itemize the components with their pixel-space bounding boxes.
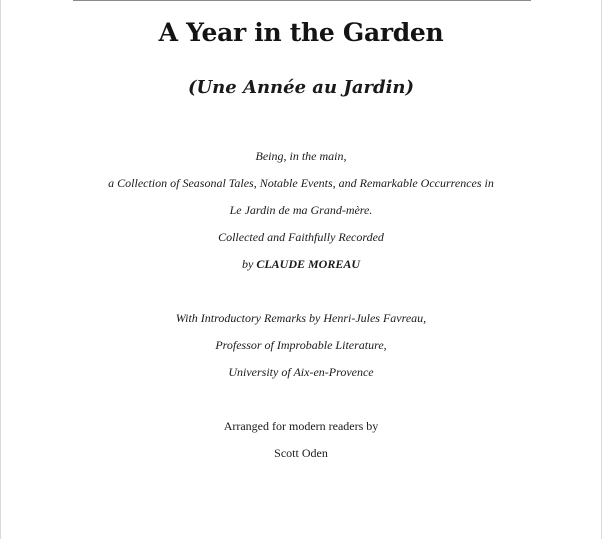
byline-prefix: by	[241, 257, 257, 271]
arranger-name: Scott Oden	[274, 446, 328, 460]
description-line: Collected and Faithfully Recorded	[218, 230, 384, 244]
description-line: Being, in the main,	[255, 149, 347, 163]
description-line: Le Jardin de ma Grand-mère.	[229, 203, 373, 217]
book-title: A Year in the Garden	[158, 18, 444, 47]
description-line: a Collection of Seasonal Tales, Notable Events, and Remarkable Occurrences in	[108, 176, 494, 190]
author-name: CLAUDE MOREAU	[256, 257, 360, 271]
arrangement-line: Arranged for modern readers by	[223, 419, 379, 433]
top-rule	[73, 0, 531, 1]
byline	[1, 255, 601, 273]
introduction-line: University of Aix-en-Provence	[228, 365, 374, 379]
book-subtitle: (Une Année au Jardin)	[187, 77, 415, 98]
introduction-line: With Introductory Remarks by Henri-Jules Favreau,	[175, 311, 427, 325]
introduction-line: Professor of Improbable Literature,	[215, 338, 387, 352]
